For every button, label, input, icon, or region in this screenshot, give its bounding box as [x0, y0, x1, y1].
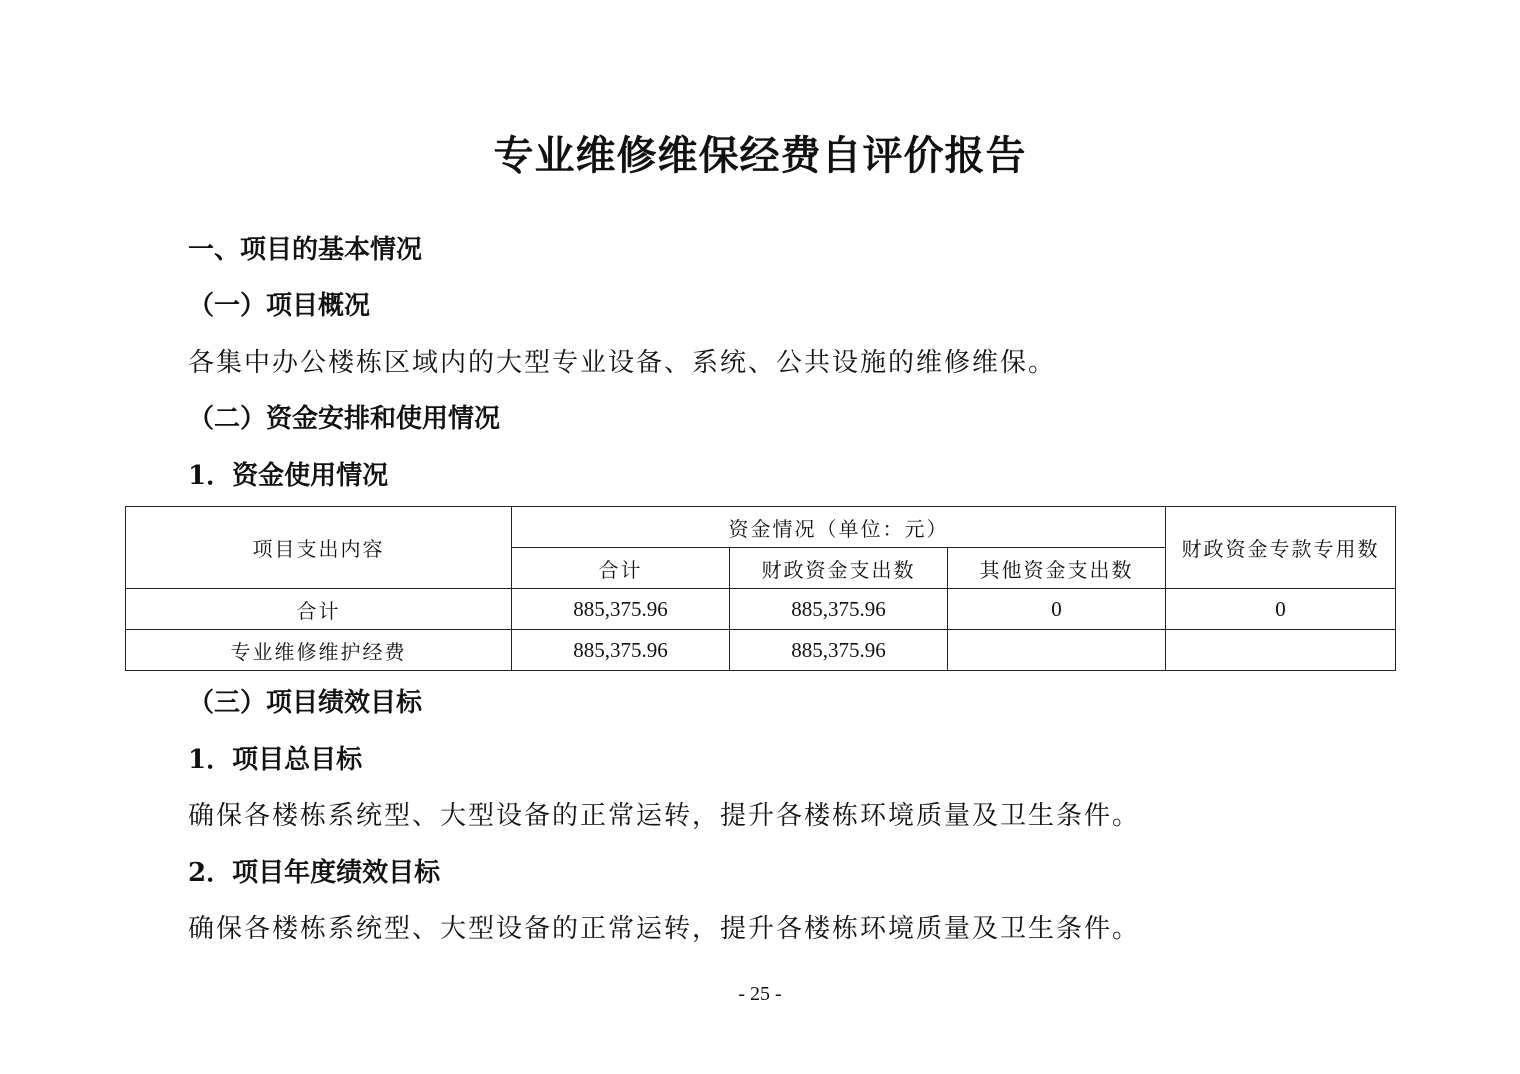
cell-other: 0	[948, 589, 1166, 630]
cell-fiscal: 885,375.96	[730, 630, 948, 671]
table-row	[126, 630, 1396, 671]
overall-goal-paragraph: 确保各楼栋系统型、大型设备的正常运转，提升各楼栋环境质量及卫生条件。	[188, 801, 1141, 831]
cell-special	[1166, 630, 1396, 671]
subsection-heading-overview: （一）项目概况	[188, 291, 371, 321]
header-other-expenditure: 其他资金支出数	[948, 548, 1166, 589]
table-row	[126, 589, 1396, 630]
document-title: 专业维修维保经费自评价报告	[493, 132, 1027, 179]
header-special-use: 财政资金专款专用数	[1166, 507, 1396, 589]
section-heading-basic-info: 一、项目的基本情况	[188, 235, 423, 265]
header-total: 合计	[512, 548, 730, 589]
cell-item: 专业维修维护经费	[126, 630, 512, 671]
item-heading-overall-goal: 1．项目总目标	[188, 745, 363, 775]
fund-usage-table	[125, 506, 1396, 671]
item-heading-fund-usage: 1．资金使用情况	[188, 461, 389, 491]
cell-item: 合计	[126, 589, 512, 630]
cell-fiscal: 885,375.96	[730, 589, 948, 630]
subsection-heading-funding: （二）资金安排和使用情况	[188, 404, 501, 434]
item-heading-annual-goal: 2．项目年度绩效目标	[188, 858, 441, 888]
annual-goal-paragraph: 确保各楼栋系统型、大型设备的正常运转，提升各楼栋环境质量及卫生条件。	[188, 914, 1141, 944]
cell-total: 885,375.96	[512, 630, 730, 671]
cell-special: 0	[1166, 589, 1396, 630]
header-fiscal-expenditure: 财政资金支出数	[730, 548, 948, 589]
cell-total: 885,375.96	[512, 589, 730, 630]
table-header-row	[126, 507, 1396, 548]
overview-paragraph: 各集中办公楼栋区域内的大型专业设备、系统、公共设施的维修维保。	[188, 348, 1057, 378]
page-number: - 25 -	[738, 983, 782, 1005]
header-funding-group: 资金情况（单位：元）	[512, 507, 1166, 548]
header-item-content: 项目支出内容	[126, 507, 512, 589]
cell-other	[948, 630, 1166, 671]
subsection-heading-performance-goals: （三）项目绩效目标	[188, 688, 423, 718]
